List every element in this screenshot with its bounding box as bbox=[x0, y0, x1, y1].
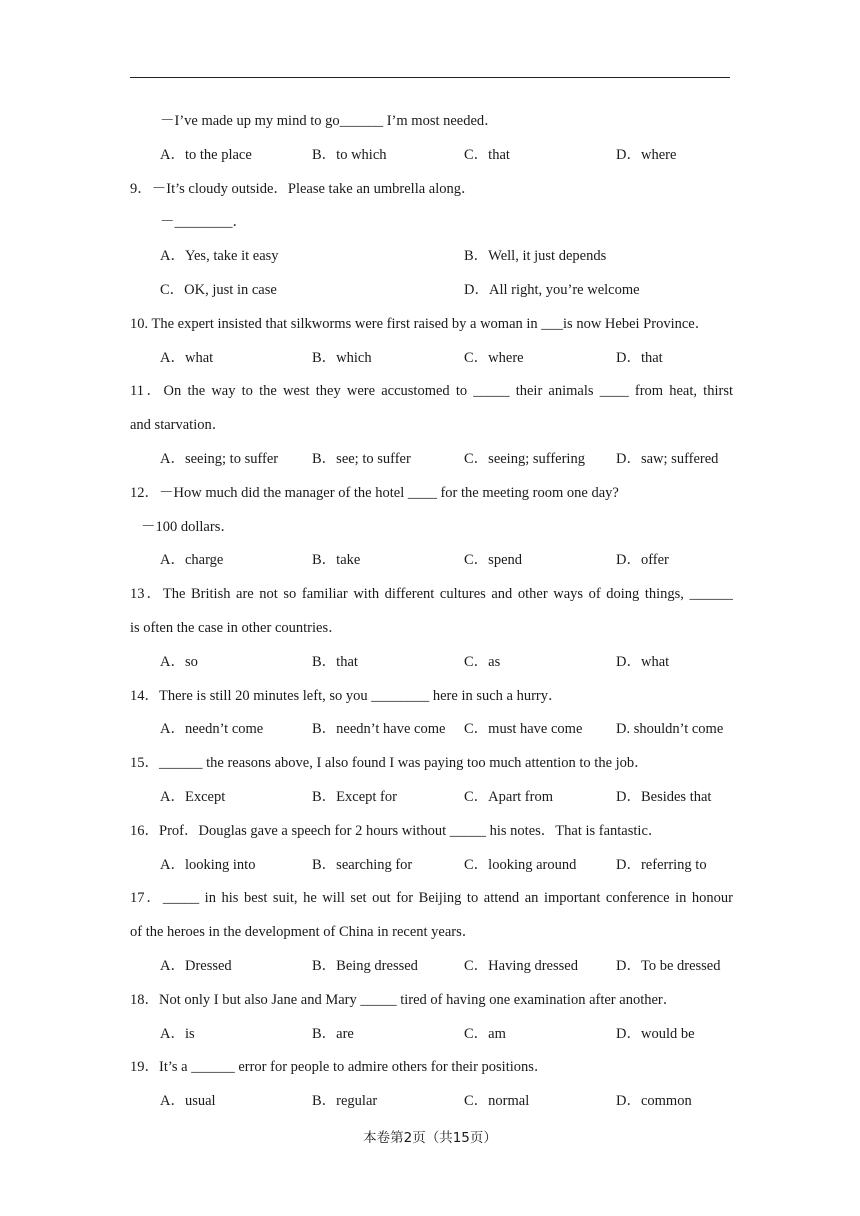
q19-options bbox=[130, 1085, 733, 1119]
q15-options bbox=[130, 781, 733, 815]
q17-option-b: B．Being dressed bbox=[312, 957, 418, 974]
q15-option-b: B．Except for bbox=[312, 788, 397, 805]
q11-option-c: C．seeing; suffering bbox=[464, 450, 585, 467]
q16-option-c: C．looking around bbox=[464, 856, 577, 873]
q16-option-b: B．searching for bbox=[312, 856, 413, 873]
q19-option-c: C．normal bbox=[464, 1093, 530, 1110]
q11-option-b: B．see; to suffer bbox=[312, 450, 411, 467]
q19-option-a: A．usual bbox=[160, 1093, 216, 1110]
q8-option-a: A．to the place bbox=[160, 146, 252, 163]
q18-option-d: D．would be bbox=[616, 1025, 695, 1042]
q13-stem-line2: is often the case in other countries． bbox=[130, 619, 343, 636]
q8-options bbox=[130, 139, 733, 173]
q12-option-d: D．offer bbox=[616, 552, 669, 569]
q9-stem: 9．－It’s cloudy outside．Please take an umbrella along． bbox=[130, 180, 476, 197]
q15-stem: 15．______ the reasons above, I also found I was paying too much attention to the job． bbox=[130, 755, 649, 772]
q11-stem-line2: and starvation． bbox=[130, 417, 227, 434]
q13-option-d: D．what bbox=[616, 653, 670, 670]
q13-stem-line1: 13．The British are not so familiar with different cultures and other ways of doing things, ______ bbox=[130, 586, 733, 603]
q13-option-b: B．that bbox=[312, 653, 358, 670]
q17-option-d: D．To be dressed bbox=[616, 957, 721, 974]
q14-stem: 14．There is still 20 minutes left, so you ________ here in such a hurry． bbox=[130, 687, 563, 704]
q12-option-c: C．spend bbox=[464, 552, 522, 569]
q11-stem-line1: 11．On the way to the west they were accustomed to _____ their animals ____ from heat, thirst bbox=[130, 383, 733, 400]
q11-options bbox=[130, 443, 733, 477]
q19-option-b: B．regular bbox=[312, 1093, 378, 1110]
q10-option-b: B．which bbox=[312, 349, 372, 366]
q16-options bbox=[130, 849, 733, 883]
q16-option-d: D．referring to bbox=[616, 856, 707, 873]
q15-option-d: D．Besides that bbox=[616, 788, 712, 805]
q18-option-b: B．are bbox=[312, 1025, 354, 1042]
q9-options-row2 bbox=[130, 274, 733, 308]
q19-option-d: D．common bbox=[616, 1093, 692, 1110]
q19-stem: 19．It’s a ______ error for people to admire others for their positions． bbox=[130, 1059, 549, 1076]
q13-option-a: A．so bbox=[160, 653, 198, 670]
q12-option-b: B．take bbox=[312, 552, 361, 569]
q18-stem: 18．Not only I but also Jane and Mary _____ tired of having one examination after another． bbox=[130, 991, 678, 1008]
q12-option-a: A．charge bbox=[160, 552, 224, 569]
q14-option-b: B．needn’t have come bbox=[312, 721, 446, 738]
q8-option-b: B．to which bbox=[312, 146, 387, 163]
q14-option-c: C．must have come bbox=[464, 721, 583, 738]
q17-options bbox=[130, 950, 733, 984]
q9-option-c: C．OK, just in case bbox=[160, 281, 277, 298]
q17-stem-line2: of the heroes in the development of China in recent years． bbox=[130, 924, 477, 941]
q10-option-d: D．that bbox=[616, 349, 663, 366]
q13-option-c: C．as bbox=[464, 653, 501, 670]
q18-option-c: C．am bbox=[464, 1025, 506, 1042]
q12-answer-line: －100 dollars． bbox=[141, 518, 235, 535]
q10-option-c: C．where bbox=[464, 349, 524, 366]
q14-option-d: D. shouldn’t come bbox=[616, 721, 724, 738]
q17-option-c: C．Having dressed bbox=[464, 957, 578, 974]
q17-option-a: A．Dressed bbox=[160, 957, 232, 974]
q8-answer-line: －I’ve made up my mind to go______ I’m most needed． bbox=[160, 113, 499, 129]
q15-option-c: C．Apart from bbox=[464, 788, 553, 805]
q14-options bbox=[130, 713, 733, 747]
q10-stem: 10. The expert insisted that silkworms were first raised by a woman in ___is now Hebei Province． bbox=[130, 315, 710, 332]
q11-option-d: D．saw; suffered bbox=[616, 450, 719, 467]
header-rule bbox=[130, 77, 730, 78]
q13-options bbox=[130, 646, 733, 680]
q12-options bbox=[130, 544, 733, 578]
q10-options bbox=[130, 342, 733, 376]
page-footer: 本卷第2页（共15页） bbox=[363, 1130, 497, 1146]
q8-option-d: D．where bbox=[616, 146, 677, 163]
q16-stem: 16．Prof．Douglas gave a speech for 2 hours without _____ his notes．That is fantastic． bbox=[130, 822, 663, 839]
q12-stem: 12．－How much did the manager of the hotel ____ for the meeting room one day? bbox=[130, 484, 619, 501]
q14-option-a: A．needn’t come bbox=[160, 721, 264, 738]
q18-option-a: A．is bbox=[160, 1025, 195, 1042]
q8-option-c: C．that bbox=[464, 146, 510, 163]
q10-option-a: A．what bbox=[160, 349, 214, 366]
q17-stem-line1: 17．_____ in his best suit, he will set out for Beijing to attend an important conference in honour bbox=[130, 890, 733, 907]
q9-option-b: B．Well, it just depends bbox=[464, 248, 607, 265]
q9-options-row1 bbox=[130, 240, 733, 274]
q16-option-a: A．looking into bbox=[160, 856, 256, 873]
q11-option-a: A．seeing; to suffer bbox=[160, 450, 279, 467]
q15-option-a: A．Except bbox=[160, 788, 226, 805]
q18-options bbox=[130, 1018, 733, 1052]
q9-option-a: A．Yes, take it easy bbox=[160, 248, 279, 265]
question-list bbox=[130, 105, 733, 1119]
q9-option-d: D．All right, you’re welcome bbox=[464, 281, 640, 298]
q9-answer-line: －________． bbox=[160, 214, 247, 231]
